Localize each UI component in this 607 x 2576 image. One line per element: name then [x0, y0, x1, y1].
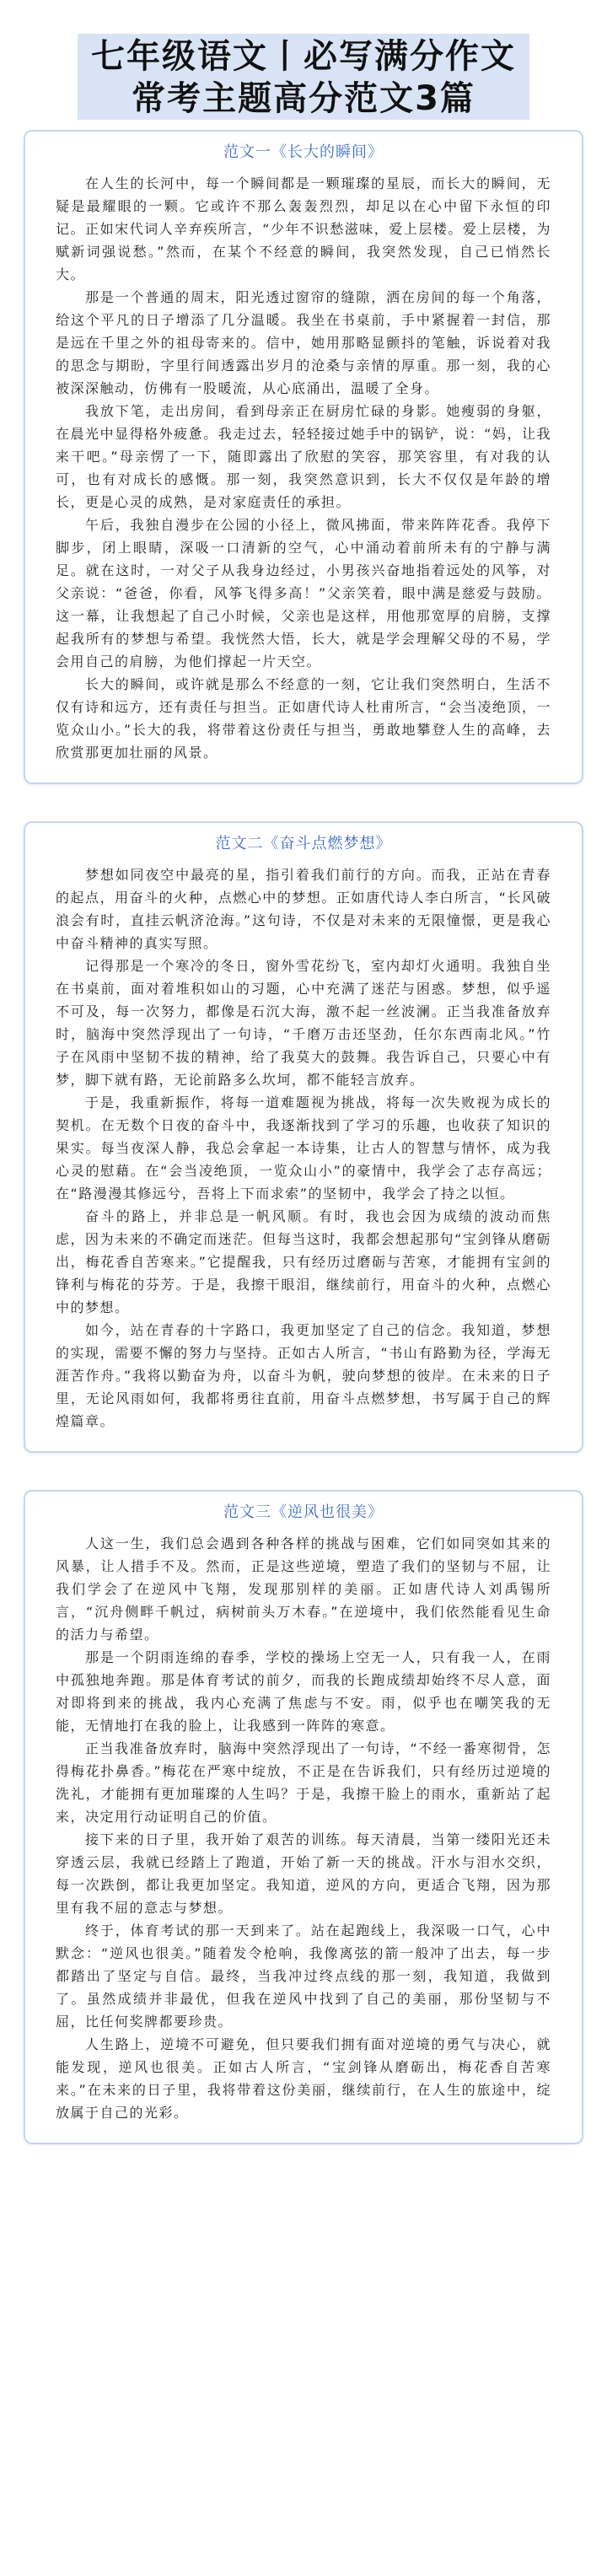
title-text — [0, 0, 607, 120]
essay-paragraph: 那是一个阴雨连绵的春季，学校的操场上空无一人，只有我一人，在雨中孤独地奔跑。那是体育考试的前夕，而我的长跑成绩却始终不尽人意，面对即将到来的挑战，我内心充满了焦虑与不安。雨，似乎也在嘲笑我的无能，无情地打在我的脸上，让我感到一阵阵的寒意。 — [56, 1649, 551, 1734]
essay-paragraph: 记得那是一个寒冷的冬日，窗外雪花纷飞，室内却灯火通明。我独自坐在书桌前，面对着堆积如山的习题，心中充满了迷茫与困惑。梦想，似乎遥不可及，每一次努力，都像是石沉大海，激不起一丝波澜。正当我准备放弃时，脑海中突然浮现出了一句诗，“千磨万击还坚劲，任尔东西南北风。”竹子在风雨中坚韧不拔的精神，给了我莫大的鼓舞。我告诉自己，只要心中有梦，脚下就有路，无论前路多么坎坷，都不能轻言放弃。 — [56, 958, 551, 1088]
essay-paragraph: 梦想如同夜空中最亮的星，指引着我们前行的方向。而我，正站在青春的起点，用奋斗的火种，点燃心中的梦想。正如唐代诗人李白所言，“长风破浪会有时，直挂云帆济沧海。”这句诗，不仅是对未来的无限憧憬，更是我心中奋斗精神的真实写照。 — [56, 867, 551, 951]
essay-body — [25, 858, 582, 1451]
essay-paragraph: 人这一生，我们总会遇到各种各样的挑战与困难，它们如同突如其来的风暴，让人措手不及。然而，正是这些逆境，塑造了我们的坚韧与不屈，让我们学会了在逆风中飞翔，发现那别样的美丽。正如唐代诗人刘禹锡所言，“沉舟侧畔千帆过，病树前头万木春。”在逆境中，我们依然能看见生命的活力与希望。 — [56, 1535, 551, 1643]
essay-body — [25, 1527, 582, 2143]
essay-card-3 — [24, 1490, 583, 2144]
page-title-line-2: 常考主题高分范文3篇 — [132, 79, 475, 118]
essay-heading: 范文三《逆风也很美》 — [223, 1503, 384, 1521]
essay-paragraph: 人生路上，逆境不可避免，但只要我们拥有面对逆境的勇气与决心，就能发现，逆风也很美。正如古人所言，“宝剑锋从磨砺出，梅花香自苦寒来。”在未来的日子里，我将带着这份美丽，继续前行，在人生的旅途中，绽放属于自己的光彩。 — [56, 2036, 551, 2121]
essay-paragraph: 如今，站在青春的十字路口，我更加坚定了自己的信念。我知道，梦想的实现，需要不懈的努力与坚持。正如古人所言，“书山有路勤为径，学海无涯苦作舟。”我将以勤奋为舟，以奋斗为帆，驶向梦想的彼岸。在未来的日子里，无论风雨如何，我都将勇往直前，用奋斗点燃梦想，书写属于自己的辉煌篇章。 — [56, 1322, 551, 1429]
essay-paragraph: 长大的瞬间，或许就是那么不经意的一刻，它让我们突然明白，生活不仅有诗和远方，还有责任与担当。正如唐代诗人杜甫所言，“会当凌绝顶，一览众山小。”长大的我，将带着这份责任与担当，勇敢地攀登人生的高峰，去欣赏那更加壮丽的风景。 — [56, 676, 551, 761]
page-title-line-1: 七年级语文丨必写满分作文 — [91, 37, 516, 76]
essay-card-1 — [24, 130, 583, 784]
essay-paragraph: 那是一个普通的周末，阳光透过窗帘的缝隙，洒在房间的每一个角落，给这个平凡的日子增添了几分温暖。我坐在书桌前，手中紧握着一封信，那是远在千里之外的祖母寄来的。信中，她用那略显颤抖的笔触，诉说着对我的思念与期盼，字里行间透露出岁月的沧桑与亲情的厚重。那一刻，我的心被深深触动，仿佛有一股暖流，从心底涌出，温暖了全身。 — [56, 289, 551, 396]
title-block — [0, 0, 607, 126]
essay-paragraph: 正当我准备放弃时，脑海中突然浮现出了一句诗，“不经一番寒彻骨，怎得梅花扑鼻香。”梅花在严寒中绽放，不正是在告诉我们，只有经历过逆境的洗礼，才能拥有更加璀璨的人生吗？于是，我擦干脸上的雨水，重新站了起来，决定用行动证明自己的价值。 — [56, 1740, 551, 1825]
essay-paragraph: 在人生的长河中，每一个瞬间都是一颗璀璨的星辰，而长大的瞬间，无疑是最耀眼的一颗。它或许不那么轰轰烈烈，却足以在心中留下永恒的印记。正如宋代词人辛弃疾所言，“少年不识愁滋味，爱上层楼。爱上层楼，为赋新词强说愁。”然而，在某个不经意的瞬间，我突然发现，自己已悄然长大。 — [56, 175, 551, 282]
essay-paragraph: 午后，我独自漫步在公园的小径上，微风拂面，带来阵阵花香。我停下脚步，闭上眼睛，深吸一口清新的空气，心中涌动着前所未有的宁静与满足。就在这时，一对父子从我身边经过，小男孩兴奋地指着远处的风筝，对父亲说：“爸爸，你看，风筝飞得多高！”父亲笑着，眼中满是慈爱与鼓励。这一幕，让我想起了自己小时候，父亲也是这样，用他那宽厚的肩膀，支撑起我所有的梦想与希望。我恍然大悟，长大，就是学会理解父母的不易，学会用自己的肩膀，为他们撑起一片天空。 — [56, 517, 551, 670]
essay-heading: 范文一《长大的瞬间》 — [223, 143, 384, 161]
essay-paragraph: 我放下笔，走出房间，看到母亲正在厨房忙碌的身影。她瘦弱的身躯，在晨光中显得格外疲惫。我走过去，轻轻接过她手中的锅铲，说：“妈，让我来干吧。”母亲愣了一下，随即露出了欣慰的笑容，那笑容里，有对我的认可，也有对成长的感慨。那一刻，我突然意识到，长大不仅仅是年龄的增长，更是心灵的成熟，是对家庭责任的承担。 — [56, 403, 551, 510]
essay-card-2 — [24, 821, 583, 1453]
essay-body — [25, 167, 582, 782]
essay-paragraph: 于是，我重新振作，将每一道难题视为挑战，将每一次失败视为成长的契机。在无数个日夜的奋斗中，我逐渐找到了学习的乐趣，也收获了知识的果实。每当夜深人静，我总会拿起一本诗集，让古人的智慧与情怀，成为我心灵的慰藉。在“会当凌绝顶，一览众山小”的豪情中，我学会了志存高远；在“路漫漫其修远兮，吾将上下而求索”的坚韧中，我学会了持之以恒。 — [56, 1094, 551, 1202]
essay-paragraph: 奋斗的路上，并非总是一帆风顺。有时，我也会因为成绩的波动而焦虑，因为未来的不确定而迷茫。但每当这时，我都会想起那句“宝剑锋从磨砺出，梅花香自苦寒来。”它提醒我，只有经历过磨砺与苦寒，才能拥有宝剑的锋利与梅花的芬芳。于是，我擦干眼泪，继续前行，用奋斗的火种，点燃心中的梦想。 — [56, 1208, 551, 1315]
essay-paragraph: 接下来的日子里，我开始了艰苦的训练。每天清晨，当第一缕阳光还未穿透云层，我就已经踏上了跑道，开始了新一天的挑战。汗水与泪水交织，每一次跌倒，都让我更加坚定。我知道，逆风的方向，更适合飞翔，因为那里有我不屈的意志与梦想。 — [56, 1831, 551, 1916]
essay-heading: 范文二《奋斗点燃梦想》 — [215, 835, 392, 852]
essay-paragraph: 终于，体育考试的那一天到来了。站在起跑线上，我深吸一口气，心中默念：“逆风也很美。”随着发令枪响，我像离弦的箭一般冲了出去，每一步都踏出了坚定与自信。最终，当我冲过终点线的那一刻，我知道，我做到了。虽然成绩并非最优，但我在逆风中找到了自己的美丽，那份坚韧与不屈，比任何奖牌都要珍贵。 — [56, 1923, 551, 2030]
